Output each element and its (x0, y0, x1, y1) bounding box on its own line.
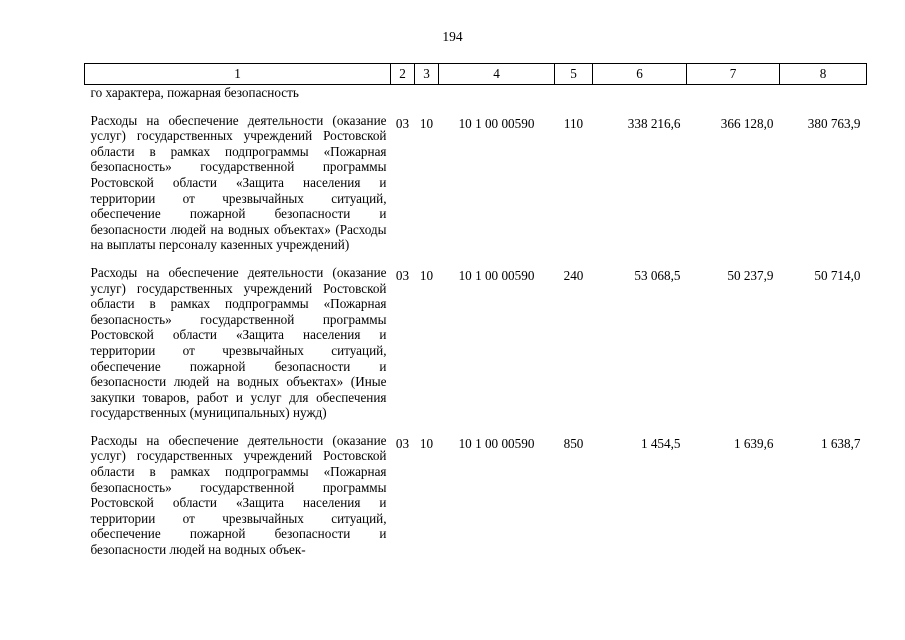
row-target-article: 10 1 00 00590 (458, 267, 535, 283)
row-year3-amount: 1 638,7 (820, 435, 861, 451)
continuation-row (85, 85, 867, 107)
row-expense-type: 240 (563, 267, 584, 283)
row-expense-type: 850 (563, 435, 584, 451)
header-col-7: 7 (687, 64, 780, 85)
row-description: Расходы на обеспечение деятельности (оказание услуг) государственных учреждений Ростовской области в рамках подпрограммы «Пожарная безопасность» государственной программы Ростовской области «Защита населения и территории от чрезвычайных ситуаций, обеспечение пожарной безопасности и безопасности людей на водных объектах» (Расходы на выплаты персоналу казенных учреждений) (90, 112, 387, 253)
row-target-article: 10 1 00 00590 (458, 435, 535, 451)
row-subsection: 10 (419, 435, 434, 451)
row-year1-amount: 338 216,6 (627, 115, 681, 131)
table-header (85, 64, 867, 85)
header-col-5: 5 (555, 64, 593, 85)
header-col-6: 6 (593, 64, 687, 85)
row-year3-amount: 380 763,9 (807, 115, 861, 131)
row-section: 03 (395, 115, 410, 131)
header-col-2: 2 (391, 64, 415, 85)
table-row (85, 427, 867, 564)
row-description: Расходы на обеспечение деятельности (оказание услуг) государственных учреждений Ростовской области в рамках подпрограммы «Пожарная безопасность» государственной программы Ростовской области «Защита населения и территории от чрезвычайных ситуаций, обеспечение пожарной безопасности и безопасности людей на водных объектах» (Иные закупки товаров, работ и услуг для обеспечения государственных (муниципальных) нужд) (90, 264, 387, 421)
row-description: Расходы на обеспечение деятельности (оказание услуг) государственных учреждений Ростовской области в рамках подпрограммы «Пожарная безопасность» государственной программы Ростовской области «Защита населения и территории от чрезвычайных ситуаций, обеспечение пожарной безопасности и безопасности людей на водных объек- (90, 432, 387, 558)
header-col-3: 3 (415, 64, 439, 85)
page-number: 194 (442, 29, 463, 44)
header-col-1: 1 (85, 64, 391, 85)
row-year3-amount: 50 714,0 (814, 267, 861, 283)
budget-table-container (84, 63, 866, 564)
row-section: 03 (395, 267, 410, 283)
row-target-article: 10 1 00 00590 (458, 115, 535, 131)
header-col-4: 4 (439, 64, 555, 85)
row-subsection: 10 (419, 267, 434, 283)
row-section: 03 (395, 435, 410, 451)
header-col-8: 8 (780, 64, 867, 85)
table-row (85, 107, 867, 259)
table-body (85, 85, 867, 564)
row-year2-amount: 1 639,6 (733, 435, 774, 451)
row-year2-amount: 50 237,9 (727, 267, 774, 283)
row-year1-amount: 53 068,5 (634, 267, 681, 283)
row-year1-amount: 1 454,5 (640, 435, 681, 451)
continuation-text: го характера, пожарная безопасность (90, 85, 299, 100)
table-row (85, 259, 867, 427)
row-year2-amount: 366 128,0 (720, 115, 774, 131)
header-row (85, 64, 867, 85)
budget-table (84, 63, 867, 564)
row-subsection: 10 (419, 115, 434, 131)
row-expense-type: 110 (563, 115, 584, 131)
